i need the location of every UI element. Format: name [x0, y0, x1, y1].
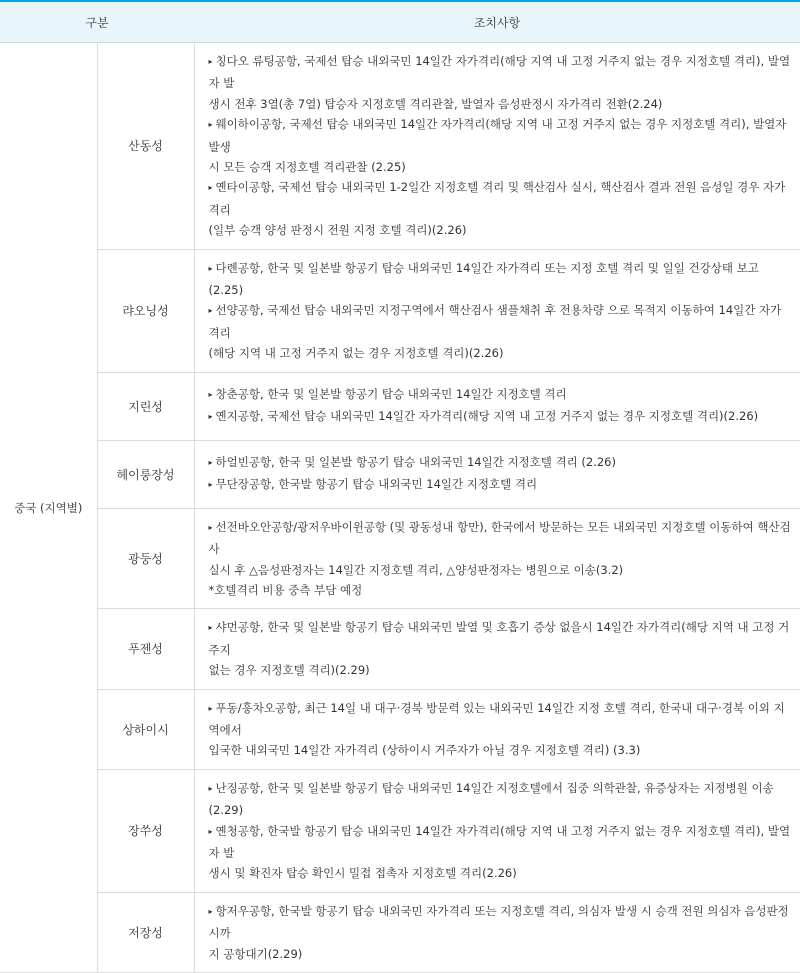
- measures-cell: [194, 249, 800, 372]
- province-cell: 푸젠성: [97, 609, 194, 689]
- table-row: [0, 508, 800, 609]
- measure-line: ▸ 항저우공항, 한국발 항공기 탑승 내외국민 자가격리 또는 지정호텔 격리, 의심자 발생 시 승객 전원 의심자 음성판정시까: [209, 901, 793, 944]
- table-row: [0, 372, 800, 440]
- province-cell: 저장성: [97, 892, 194, 972]
- measures-cell: [194, 440, 800, 508]
- table-row: [0, 440, 800, 508]
- province-cell: 상하이시: [97, 689, 194, 769]
- table-row: [0, 249, 800, 372]
- table-header-row: [0, 1, 800, 43]
- measures-cell: [194, 892, 800, 972]
- measures-cell: [194, 372, 800, 440]
- measure-line: 시 모든 승객 지정호텔 격리관찰 (2.25): [208, 160, 406, 175]
- table-row: [0, 769, 800, 892]
- measures-cell: [194, 508, 800, 609]
- measure-line: ▸ 샤먼공항, 한국 및 일본발 항공기 탑승 내외국민 발열 및 호흡기 증상 없을시 14일간 자가격리(해당 지역 내 고정 거주지: [209, 617, 793, 660]
- measure-line: 입국한 내외국민 14일간 자가격리 (상하이시 거주자가 아닐 경우 지정호텔 격리) (3.3): [208, 743, 641, 758]
- province-cell: 랴오닝성: [97, 249, 194, 372]
- measure-line: *호텔격리 비용 중측 부담 예정: [208, 582, 363, 597]
- province-cell: 광둥성: [97, 508, 194, 609]
- measure-line: ▸ 무단장공항, 한국발 항공기 탑승 내외국민 14일간 지정호텔 격리: [209, 474, 793, 496]
- measure-line: ▸ 웨이하이공항, 국제선 탑승 내외국민 14일간 자가격리(해당 지역 내 고정 거주지 없는 경우 지정호텔 격리), 발열자 발생: [209, 114, 793, 157]
- table-row: [0, 689, 800, 769]
- header-category: 구분: [0, 1, 194, 43]
- measure-line: ▸ 하얼빈공항, 한국 및 일본발 항공기 탑승 내외국민 14일간 지정호텔 격리 (2.26): [209, 452, 793, 474]
- province-cell: 산동성: [97, 43, 194, 250]
- measure-line: ▸ 난징공항, 한국 및 일본발 항공기 탑승 내외국민 14일간 지정호텔에서 집중 의학관찰, 유증상자는 지정병원 이송(2.29): [209, 778, 793, 821]
- measure-line: ▸ 옌청공항, 한국발 항공기 탑승 내외국민 14일간 자가격리(해당 지역 내 고정 거주지 없는 경우 지정호텔 격리), 발열자 발: [209, 821, 793, 864]
- header-measures: 조치사항: [194, 1, 800, 43]
- measure-line: (해당 지역 내 고정 거주지 없는 경우 지정호텔 격리)(2.26): [208, 346, 504, 361]
- measures-cell: [194, 769, 800, 892]
- measure-line: ▸ 선전바오안공항/광저우바이윈공항 (및 광동성내 항만), 한국에서 방문하는 모든 내외국민 지정호텔 이동하여 핵산검사: [209, 517, 793, 560]
- measure-line: 실시 후 △음성판정자는 14일간 지정호텔 격리, △양성판정자는 병원으로 이송(3.2): [208, 562, 624, 577]
- measure-line: (일부 승객 양성 판정시 전원 지정 호텔 격리)(2.26): [208, 223, 467, 238]
- measures-cell: [194, 689, 800, 769]
- table-row: [0, 43, 800, 250]
- measure-line: ▸ 창춘공항, 한국 및 일본발 항공기 탑승 내외국민 14일간 지정호텔 격리: [209, 384, 793, 406]
- table-row: [0, 609, 800, 689]
- measure-line: ▸ 옌타이공항, 국제선 탑승 내외국민 1-2일간 지정호텔 격리 및 핵산검사 실시, 핵산검사 결과 전원 음성일 경우 자가격리: [209, 177, 793, 220]
- measure-line: ▸ 다롄공항, 한국 및 일본발 항공기 탑승 내외국민 14일간 자가격리 또는 지정 호텔 격리 및 일일 건강상태 보고(2.25): [209, 258, 793, 301]
- measure-line: 생시 전후 3열(총 7열) 탑승자 지정호텔 격리관찰, 발열자 음성판정시 자가격리 전환(2.24): [208, 96, 663, 111]
- province-cell: 장쑤성: [97, 769, 194, 892]
- measures-cell: [194, 43, 800, 250]
- province-cell: 헤이룽장성: [97, 440, 194, 508]
- measure-line: 생시 및 확진자 탑승 확인시 밀접 접촉자 지정호텔 격리(2.26): [208, 866, 517, 881]
- measure-line: 지 공항대기(2.29): [208, 946, 303, 961]
- measure-line: ▸ 옌지공항, 국제선 탑승 내외국민 14일간 자가격리(해당 지역 내 고정 거주지 없는 경우 지정호텔 격리)(2.26): [209, 406, 793, 428]
- measure-line: ▸ 푸동/훙차오공항, 최근 14일 내 대구·경북 방문력 있는 내외국민 14일간 지정 호텔 격리, 한국내 대구·경북 이외 지역에서: [209, 698, 793, 741]
- region-cell: 중국 (지역별): [0, 43, 97, 973]
- measure-line: ▸ 칭다오 류팅공항, 국제선 탑승 내외국민 14일간 자가격리(해당 지역 내 고정 거주지 없는 경우 지정호텔 격리), 발열자 발: [209, 51, 793, 94]
- table-row: [0, 892, 800, 972]
- measure-line: 없는 경우 지정호텔 격리)(2.29): [208, 663, 370, 678]
- province-cell: 지린성: [97, 372, 194, 440]
- measures-cell: [194, 609, 800, 689]
- measure-line: ▸ 선양공항, 국제선 탑승 내외국민 지정구역에서 핵산검사 샘플채취 후 전용차량 으로 목적지 이동하여 14일간 자가격리: [209, 300, 793, 343]
